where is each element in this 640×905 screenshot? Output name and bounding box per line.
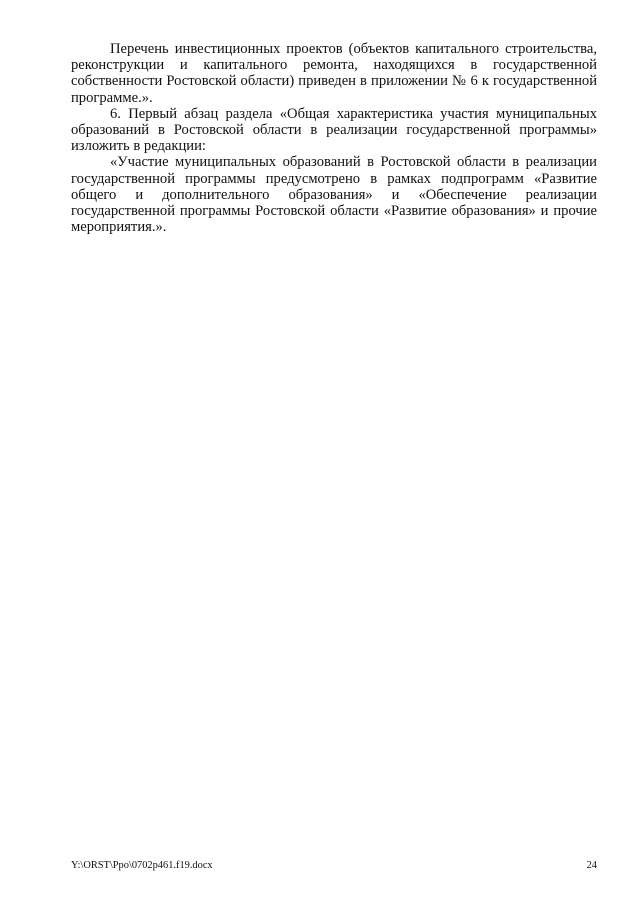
document-body (71, 41, 597, 235)
paragraph-item-6: 6. Первый абзац раздела «Общая характеристика участия муниципальных образований в Ростовской области в реализации государственной программы» изложить в редакции: (71, 105, 597, 155)
paragraph-investment-projects: Перечень инвестиционных проектов (объектов капитального строительства, реконструкции и капитального ремонта, находящихся в государственной собственности Ростовской области) приведен в приложении № 6 к государственной программе.». (71, 41, 597, 106)
footer-file-path: Y:\ORST\Ppo\0702p461.f19.docx (71, 860, 213, 871)
page-number: 24 (586, 860, 597, 871)
paragraph-quoted-revision: «Участие муниципальных образований в Ростовской области в реализации государственной программы предусмотрено в рамках подпрограмм «Развитие общего и дополнительного образования» и «Обеспечение реализации государственной программы Ростовской области «Развитие образования» и прочие мероприятия.». (71, 154, 597, 236)
page-footer (71, 860, 597, 872)
